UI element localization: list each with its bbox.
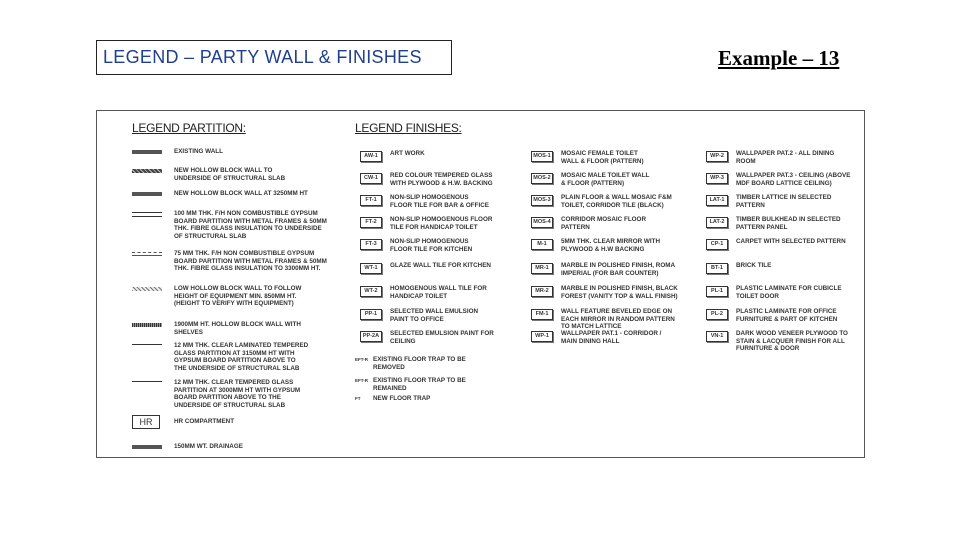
- partition-item-text: 75 MM THK. F/H NON COMBUSTIBLE GYPSUM BOARD PARTITION WITH METAL FRAMES & 50MM THK. FIBRE GLASS INSULATION TO 3300MM HT.: [174, 250, 327, 273]
- solid-wall-symbol: [132, 150, 162, 154]
- finish-code-badge: CP-1: [706, 239, 728, 250]
- glass-n-symbol: [132, 344, 162, 345]
- finish-item: [531, 151, 686, 173]
- finish-item: [360, 263, 515, 285]
- partition-item-text: HR COMPARTMENT: [174, 418, 235, 425]
- finish-item-text: PLAIN FLOOR & WALL MOSAIC F&M TOILET, CORRIDOR TILE (BLACK): [561, 194, 672, 209]
- finish-item: [706, 151, 861, 173]
- partition-item-text: 12 MM THK. CLEAR LAMINATED TEMPERED GLASS PARTITION AT 3150MM HT WITH GYPSUM BOARD PARTITION ABOVE TO THE UNDERSIDE OF STRUCTURAL SLAB: [174, 342, 309, 372]
- finish-item-text: PLASTIC LAMINATE FOR OFFICE FURNITURE & PART OF KITCHEN: [736, 308, 838, 323]
- partition-item-text: EXISTING WALL: [174, 148, 223, 155]
- finish-code-badge: BT-1: [706, 263, 728, 274]
- finish-item-text: MARBLE IN POLISHED FINISH, BLACK FOREST (VANITY TOP & WALL FINISH): [561, 285, 678, 300]
- finish-item-text: NON-SLIP HOMOGENOUS FLOOR TILE FOR HANDICAP TOILET: [390, 216, 493, 231]
- partition-item: [132, 285, 332, 317]
- glass-symbol: [132, 381, 162, 382]
- finish-item: [531, 217, 686, 239]
- finish-item: [360, 217, 515, 239]
- finish-code-badge: LAT-1: [706, 195, 728, 206]
- finish-item: [531, 286, 686, 308]
- finish-item-text: DARK WOOD VENEER PLYWOOD TO STAIN & LACQUER FINISH FOR ALL FURNITURE & DOOR: [736, 330, 848, 353]
- finish-code-badge: WP-1: [531, 331, 553, 342]
- finish-code-badge: WP-3: [706, 173, 728, 184]
- floor-trap-item: [355, 377, 505, 395]
- finish-item-text: GLAZE WALL TILE FOR KITCHEN: [390, 262, 491, 269]
- legend-sheet: [96, 110, 865, 458]
- floor-trap-icon: EFT-R: [355, 378, 368, 383]
- finish-code-badge: FT-2: [360, 217, 382, 228]
- finish-item-text: WALLPAPER PAT.2 - ALL DINING ROOM: [736, 150, 835, 165]
- finish-code-badge: PL-2: [706, 309, 728, 320]
- finish-item-text: 5MM THK. CLEAR MIRROR WITH PLYWOOD & H.W BACKING: [561, 238, 660, 253]
- finish-item: [360, 286, 515, 308]
- wavy-line-symbol: [132, 252, 162, 256]
- floor-trap-item: [355, 395, 505, 413]
- finish-item: [706, 286, 861, 308]
- finish-code-badge: M-1: [531, 239, 553, 250]
- partition-item-text: LOW HOLLOW BLOCK WALL TO FOLLOW HEIGHT OF EQUIPMENT MIN. 850MM HT. (HEIGHT TO VERIFY WITH EQUIPMENT): [174, 285, 302, 308]
- finish-item: [360, 309, 515, 331]
- finish-code-badge: FT-3: [360, 239, 382, 250]
- finish-item: [706, 195, 861, 217]
- finish-item-text: NON-SLIP HOMOGENOUS FLOOR TILE FOR BAR & OFFICE: [390, 194, 489, 209]
- floor-trap-icon: FT: [355, 396, 361, 401]
- finish-code-badge: PL-1: [706, 286, 728, 297]
- finish-item-text: MOSAIC MALE TOILET WALL & FLOOR (PATTERN): [561, 172, 650, 187]
- finish-item-text: WALLPAPER PAT.3 - CEILING (ABOVE MDF BOARD LATTICE CEILING): [736, 172, 851, 187]
- floor-trap-text: EXISTING FLOOR TRAP TO BE REMAINED: [373, 377, 466, 392]
- partition-item: [132, 210, 332, 242]
- finish-code-badge: PP-2A: [360, 331, 382, 342]
- finishes-heading: LEGEND FINISHES:: [355, 121, 462, 135]
- finish-item: [706, 309, 861, 331]
- finish-code-badge: AW-1: [360, 151, 382, 162]
- finish-item: [531, 173, 686, 195]
- partition-item-text: 100 MM THK. F/H NON COMBUSTIBLE GYPSUM BOARD PARTITION WITH METAL FRAMES & 50MM THK. FIBRE GLASS INSULATION TO UNDERSIDE OF STRUCTURAL SLAB: [174, 210, 327, 240]
- finish-item-text: SELECTED EMULSION PAINT FOR CEILING: [390, 330, 494, 345]
- finish-code-badge: MOS-2: [531, 173, 553, 184]
- finish-item-text: PLASTIC LAMINATE FOR CUBICLE TOILET DOOR: [736, 285, 842, 300]
- finish-item: [360, 331, 515, 353]
- partition-item: [132, 250, 332, 282]
- finish-item: [706, 239, 861, 261]
- finish-code-badge: WP-2: [706, 151, 728, 162]
- finish-item-text: MARBLE IN POLISHED FINISH, ROMA IMPERIAL (FOR BAR COUNTER): [561, 262, 676, 277]
- finish-code-badge: CW-1: [360, 173, 382, 184]
- partition-item-text: NEW HOLLOW BLOCK WALL AT 3250MM HT: [174, 190, 308, 197]
- dotted-wall-symbol: [132, 323, 162, 327]
- finish-item: [706, 217, 861, 239]
- finish-code-badge: PP-1: [360, 309, 382, 320]
- hr-box: HR: [132, 415, 160, 429]
- finish-code-badge: WT-1: [360, 263, 382, 274]
- hatched-wall-symbol: [132, 169, 162, 173]
- partition-item-text: 150MM WT. DRAINAGE: [174, 443, 243, 450]
- finish-item: [360, 173, 515, 195]
- finish-code-badge: WT-2: [360, 286, 382, 297]
- finish-item: [531, 263, 686, 285]
- solid-wall-symbol: [132, 192, 162, 196]
- double-line-symbol: [132, 212, 162, 217]
- finish-code-badge: MOS-3: [531, 195, 553, 206]
- finish-item-text: SELECTED WALL EMULSION PAINT TO OFFICE: [390, 308, 479, 323]
- finish-item-text: TIMBER BULKHEAD IN SELECTED PATTERN PANEL: [736, 216, 841, 231]
- finish-item-text: MOSAIC FEMALE TOILET WALL & FLOOR (PATTERN): [561, 150, 644, 165]
- finish-item-text: RED COLOUR TEMPERED GLASS WITH PLYWOOD & H.W. BACKING: [390, 172, 493, 187]
- finish-item: [360, 239, 515, 261]
- floor-trap-icon: EFT-R: [355, 357, 368, 362]
- finish-item-text: HOMOGENOUS WALL TILE FOR HANDICAP TOILET: [390, 285, 487, 300]
- finish-code-badge: FM-1: [531, 309, 553, 320]
- partition-item: [132, 342, 332, 374]
- finish-code-badge: MR-1: [531, 263, 553, 274]
- partition-heading: LEGEND PARTITION:: [132, 121, 246, 135]
- partition-item-text: 1900MM HT. HOLLOW BLOCK WALL WITH SHELVES: [174, 321, 301, 336]
- finish-item-text: CORRIDOR MOSAIC FLOOR PATTERN: [561, 216, 647, 231]
- finish-item-text: BRICK TILE: [736, 262, 772, 269]
- finish-item: [531, 331, 686, 353]
- slide-title: LEGEND – PARTY WALL & FINISHES: [96, 40, 452, 75]
- finish-item-text: WALLPAPER PAT.1 - CORRIDOR / MAIN DINING HALL: [561, 330, 662, 345]
- finish-item-text: NON-SLIP HOMOGENOUS FLOOR TILE FOR KITCHEN: [390, 238, 473, 253]
- finish-code-badge: VN-1: [706, 331, 728, 342]
- finish-item: [706, 263, 861, 285]
- finish-item: [531, 309, 686, 331]
- partition-item-text: 12 MM THK. CLEAR TEMPERED GLASS PARTITION AT 3000MM HT WITH GYPSUM BOARD PARTITION ABOVE TO THE UNDERSIDE OF STRUCTURAL SLAB: [174, 379, 301, 409]
- finish-code-badge: MOS-4: [531, 217, 553, 228]
- finish-code-badge: FT-1: [360, 195, 382, 206]
- finish-item-text: CARPET WITH SELECTED PATTERN: [736, 238, 846, 245]
- finish-code-badge: LAT-2: [706, 217, 728, 228]
- floor-trap-text: EXISTING FLOOR TRAP TO BE REMOVED: [373, 356, 466, 371]
- finish-item: [360, 151, 515, 173]
- finish-item-text: WALL FEATURE BEVELED EDGE ON EACH MIRROR IN RANDOM PATTERN TO MATCH LATTICE: [561, 308, 675, 331]
- partition-item: [132, 443, 332, 475]
- finish-item: [706, 331, 861, 353]
- floor-trap-text: NEW FLOOR TRAP: [373, 395, 431, 402]
- finish-code-badge: MOS-1: [531, 151, 553, 162]
- partition-item: [132, 379, 332, 411]
- example-label: Example – 13: [718, 46, 840, 70]
- finish-item: [531, 239, 686, 261]
- floor-trap-item: [355, 356, 505, 374]
- light-hatch-symbol: [132, 287, 162, 291]
- finish-item: [360, 195, 515, 217]
- finish-item-text: ART WORK: [390, 150, 425, 157]
- finish-item: [531, 195, 686, 217]
- solid-wall-symbol: [132, 445, 162, 449]
- partition-item-text: NEW HOLLOW BLOCK WALL TO UNDERSIDE OF STRUCTURAL SLAB: [174, 167, 286, 182]
- finish-item-text: TIMBER LATTICE IN SELECTED PATTERN: [736, 194, 832, 209]
- finish-code-badge: MR-2: [531, 286, 553, 297]
- finish-item: [706, 173, 861, 195]
